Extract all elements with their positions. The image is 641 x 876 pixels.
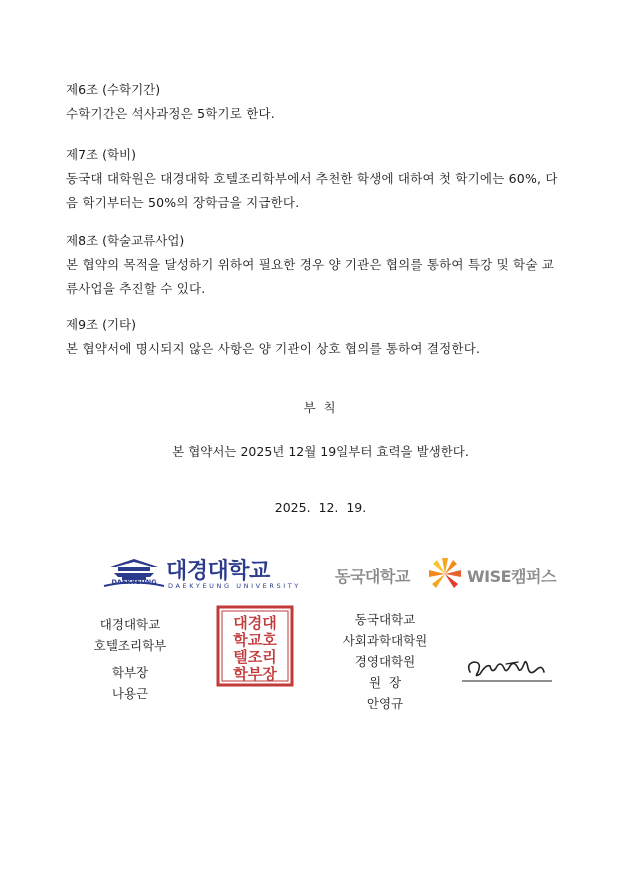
signatory-line: 동국대학교 xyxy=(354,612,416,627)
signature-icon xyxy=(458,650,558,690)
article-heading: 제7조 (학비) xyxy=(66,147,136,162)
signatory-line: 대경대학교 xyxy=(99,617,161,632)
article-body-line: 류사업을 추진할 수 있다. xyxy=(66,281,206,296)
signatory-line: 나용근 xyxy=(111,686,149,701)
article-7 xyxy=(66,143,586,215)
article-heading: 제8조 (학술교류사업) xyxy=(66,233,185,248)
article-body-line: 본 협약서에 명시되지 않은 사항은 양 기관이 상호 협의를 통하여 결정한다. xyxy=(66,341,481,356)
article-8 xyxy=(66,229,586,301)
signatory-line: 원 장 xyxy=(368,675,402,690)
dongguk-logo-text: 동국대학교 xyxy=(335,567,410,586)
signatory-line: 경영대학원 xyxy=(354,654,416,669)
daekyeung-logo xyxy=(102,553,302,595)
supplementary-text: 본 협약서는 2025년 12월 19일부터 효력을 발생한다. xyxy=(172,444,469,459)
dongguk-wise-logo xyxy=(335,553,575,595)
wise-burst-icon xyxy=(425,555,465,593)
seal-icon xyxy=(215,604,295,688)
right-signatory xyxy=(320,609,450,714)
signatory-line: 안영규 xyxy=(366,696,404,711)
signatory-line: 사회과학대학원 xyxy=(342,633,428,648)
signatory-line: 호텔조리학부 xyxy=(93,638,167,653)
seal-line: 대경대 xyxy=(233,614,277,632)
seal-line: 학부장 xyxy=(233,665,277,683)
article-body-line: 본 협약의 목적을 달성하기 위하여 필요한 경우 양 기관은 협의를 통하여 특강 및 학술 교 xyxy=(66,257,555,272)
article-body-line: 동국대 대학원은 대경대학 호텔조리학부에서 추천한 학생에 대하여 첫 학기에는 60%, 다 xyxy=(66,171,558,186)
wise-logo-text: WISE캠퍼스 xyxy=(467,567,556,586)
article-heading: 제6조 (수학기간) xyxy=(66,82,161,97)
article-body-line: 음 학기부터는 50%의 장학금을 지급한다. xyxy=(66,195,300,210)
article-body-line: 수학기간은 석사과정은 5학기로 한다. xyxy=(66,106,275,121)
article-6 xyxy=(66,78,586,126)
supplementary-title: 부 칙 xyxy=(303,400,338,415)
seal-line: 학교호 xyxy=(233,631,277,649)
daekyeung-logo-text: 대경대학교 xyxy=(166,559,270,584)
emblem-text: DAEKYEUNG xyxy=(111,578,157,586)
article-9 xyxy=(66,313,586,361)
agreement-date: 2025. 12. 19. xyxy=(274,500,367,515)
left-signatory xyxy=(70,614,190,704)
handwritten-signature xyxy=(458,650,558,690)
seal-line: 텔조리 xyxy=(233,648,277,666)
article-heading: 제9조 (기타) xyxy=(66,317,136,332)
daekyeung-logo-subtext: DAEKYEUNG UNIVERSITY xyxy=(168,582,301,590)
official-seal xyxy=(215,604,295,688)
signatory-line: 학부장 xyxy=(111,665,149,680)
